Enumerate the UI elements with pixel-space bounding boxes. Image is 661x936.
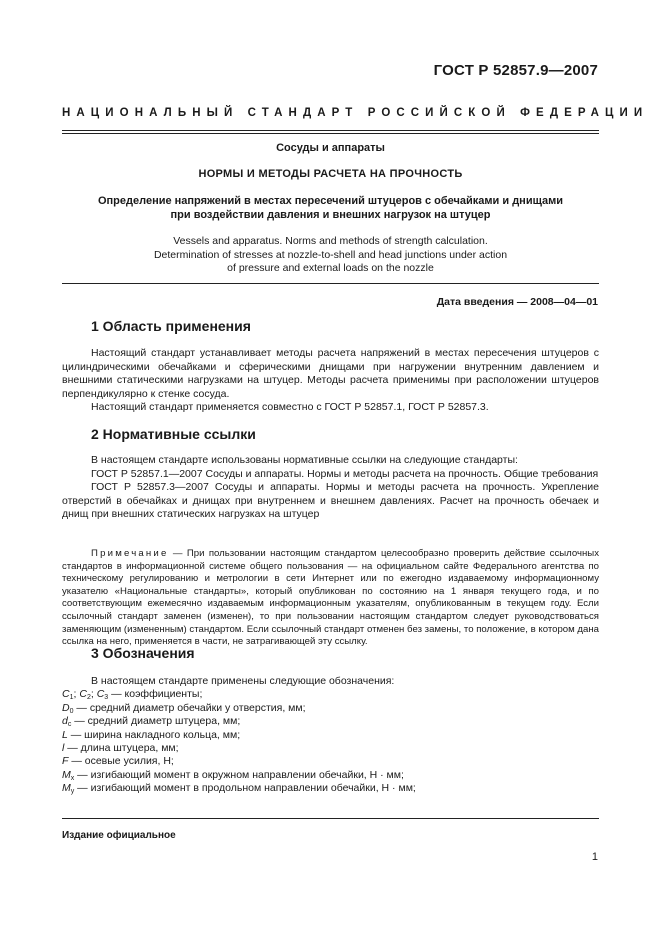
title-subtitle: Сосуды и аппараты [276,142,385,154]
section-2-heading: 2 Нормативные ссылки [91,426,256,442]
symbol-description: — коэффициенты; [108,688,203,701]
symbol-letter: M [62,768,71,781]
symbol-f [62,755,599,768]
title-description-line: Определение напряжений в местах пересечений штуцеров с обечайками и днищами [97,195,564,207]
symbol-l-width [62,729,599,742]
symbol-subscript: c [67,721,72,729]
symbol-subscript: 0 [69,707,74,715]
symbol-subscript: 3 [104,694,109,702]
footer-rule [62,818,599,819]
note-paragraph [62,548,599,649]
section-3-heading: 3 Обозначения [91,645,195,661]
section-2-body [62,454,599,522]
title-english-line: Vessels and apparatus. Norms and methods of strength calculation. [173,235,488,247]
symbol-description: — осевые усилия, Н; [68,755,174,768]
symbol-subscript: 2 [86,694,91,702]
header-rule-top [62,130,599,131]
symbol-separator: ; [73,688,80,701]
symbol-letter: D [62,701,70,714]
official-edition: Издание официальное [62,830,176,841]
symbol-letter: l [62,742,65,755]
paragraph: Настоящий стандарт устанавливает методы расчета напряжений в местах пересечения штуцеров с цилиндрическими обечайками и сферическими днищами при нагружении внутренним давлением и внешними статическими нагрузками на штуцер. Методы расчета применимы при расположении штуцеров перпендикулярно к стенке сосуда. [62,347,599,400]
symbol-letter: C [79,688,87,701]
symbol-description: — ширина накладного кольца, мм; [67,728,241,741]
page-number: 1 [591,851,598,863]
symbol-separator: ; [90,688,97,701]
symbol-description: — изгибающий момент в окружном направлении обечайки, Н · мм; [74,768,404,781]
symbol-letter: C [96,688,105,701]
symbol-letter: L [62,728,68,741]
symbol-mx [62,769,599,782]
symbols-intro: В настоящем стандарте применены следующие обозначения: [91,675,395,687]
title-description [62,194,599,222]
section-1-heading: 1 Область применения [91,318,251,334]
title-main: НОРМЫ И МЕТОДЫ РАСЧЕТА НА ПРОЧНОСТЬ [198,168,463,180]
symbol-my [62,782,599,795]
title-description-line: при воздействии давления и внешних нагрузок на штуцер [170,209,491,221]
paragraph: Настоящий стандарт применяется совместно с ГОСТ Р 52857.1, ГОСТ Р 52857.3. [91,401,489,413]
symbol-c [62,688,599,701]
symbol-letter: M [62,782,71,795]
section-1-body [62,347,599,415]
section-2-note [62,548,599,649]
date-of-introduction: Дата введения — 2008—04—01 [436,296,598,308]
paragraph: В настоящем стандарте использованы нормативные ссылки на следующие стандарты: [91,454,518,466]
title-english-line: Determination of stresses at nozzle-to-shell and head junctions under action [153,248,508,261]
symbol-description: — средний диаметр обечайки у отверстия, мм; [73,701,306,714]
symbol-subscript: x [70,774,75,782]
header-rule-bottom [62,133,599,134]
symbol-description: — средний диаметр штуцера, мм; [71,715,241,728]
symbol-l-length [62,742,599,755]
standard-number: ГОСТ Р 52857.9—2007 [433,62,598,79]
symbol-subscript: y [70,788,75,796]
symbol-letter: d [62,715,68,728]
title-rule [62,283,599,284]
title-english [62,235,599,276]
symbol-letter: C [62,688,70,701]
symbols-list [62,675,599,796]
note-label: Примечание [91,548,169,559]
symbol-subscript: 1 [69,694,74,702]
title-english-line: of pressure and external loads on the nozzle [227,262,434,274]
symbol-letter: F [62,755,69,768]
symbol-d0 [62,702,599,715]
symbol-description: — длина штуцера, мм; [64,742,179,755]
reference-gost-52857-3: ГОСТ Р 52857.3—2007 Сосуды и аппараты. Нормы и методы расчета на прочность. Укрепление отверстий в обечайках и днищах при внутреннем и внешнем давлениях. Расчет на прочность обечаек и днищ при внешних статических нагрузках на штуцер [62,481,599,520]
reference-gost-52857-1: ГОСТ Р 52857.1—2007 Сосуды и аппараты. Нормы и методы расчета на прочность. Общие требования [91,467,599,480]
symbol-description: — изгибающий момент в продольном направлении обечайки, Н · мм; [74,782,416,795]
note-text: — При пользовании настоящим стандартом целесообразно проверить действие ссылочных стандартов в информационной системе общего пользования — на официальном сайте Федерального агентства по техническому регулированию и метрологии в сети Интернет или по ежегодно издаваемому информационному указателю «Национальные стандарты», который опубликован по состоянию на 1 января текущего года, и по соответствующим ежемесячно издаваемым информационным указателям, опубликованным в текущем году. Если ссылочный стандарт заменен (изменен), то при пользовании настоящим стандартом следует руководствоваться заменяющим (измененным) стандартом. Если ссылочный стандарт отменен без замены, то положение, в котором дана ссылка на него, применяется в части, не затрагивающей эту ссылку. [62,548,599,648]
symbol-dc [62,715,599,728]
national-standard-banner: НАЦИОНАЛЬНЫЙ СТАНДАРТ РОССИЙСКОЙ ФЕДЕРАЦИИ [62,107,649,119]
